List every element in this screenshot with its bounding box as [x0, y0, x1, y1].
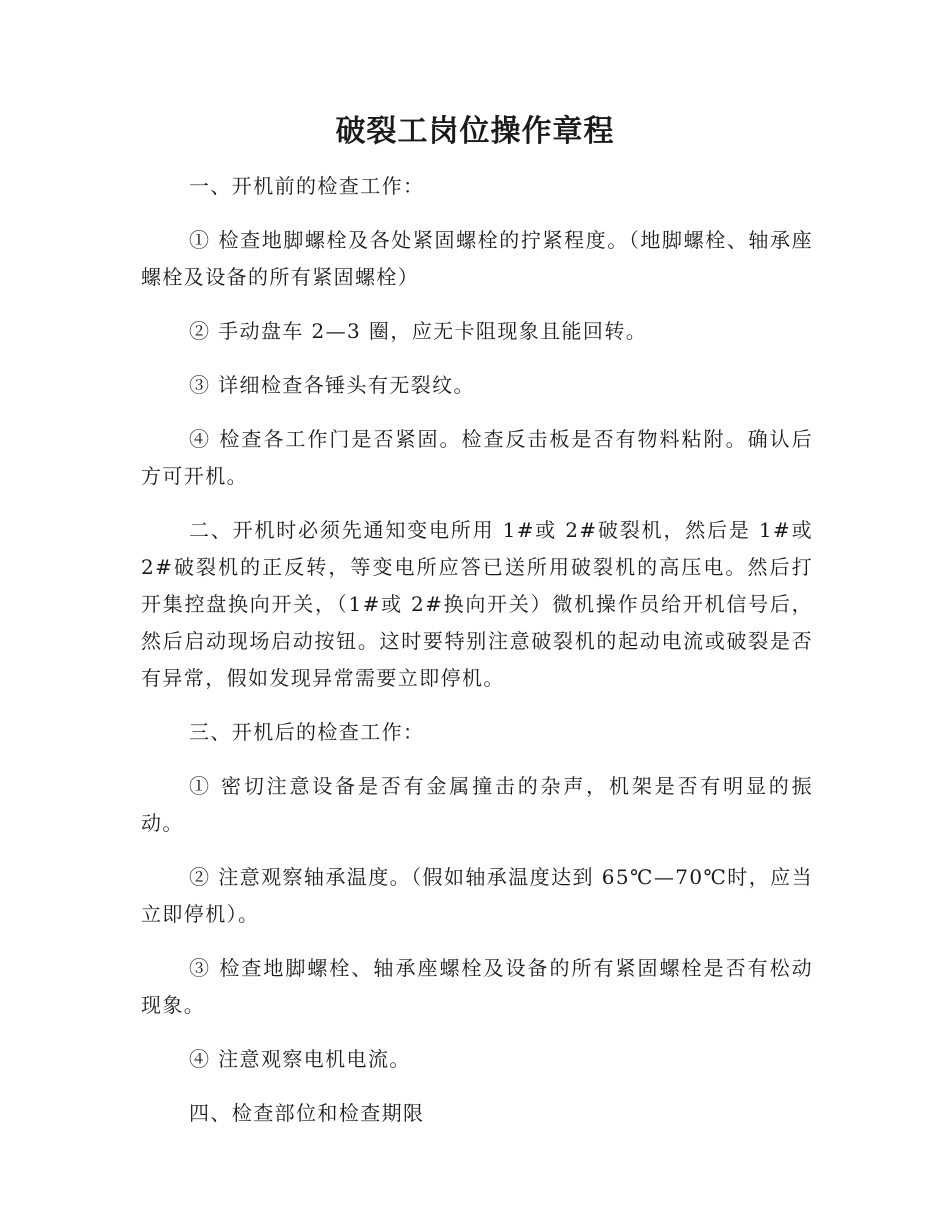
section-heading-post-start-checks: 三、开机后的检查工作：	[189, 720, 425, 744]
check-item-work-doors: ④ 检查各工作门是否紧固。检查反击板是否有物料粘附。确认后方可开机。	[141, 427, 813, 488]
document-title: 破裂工岗位操作章程	[335, 114, 615, 149]
section-heading-pre-start-checks: 一、开机前的检查工作：	[189, 174, 425, 198]
check-item-hammer-heads: ③ 详细检查各锤头有无裂纹。	[189, 373, 475, 397]
check-item-bolts: ① 检查地脚螺栓及各处紧固螺栓的拧紧程度。（地脚螺栓、轴承座螺栓及设备的所有紧固螺栓）	[141, 228, 813, 289]
check-item-motor-current: ④ 注意观察电机电流。	[189, 1047, 411, 1071]
check-item-hand-turn: ② 手动盘车 2—3 圈，应无卡阻现象且能回转。	[189, 319, 648, 343]
document-body	[141, 168, 813, 1149]
section-heading-inspection-schedule: 四、检查部位和检查期限	[189, 1101, 425, 1125]
check-item-loose-bolts: ③ 检查地脚螺栓、轴承座螺栓及设备的所有紧固螺栓是否有松动现象。	[141, 956, 813, 1017]
check-item-bearing-temperature: ② 注意观察轴承温度。（假如轴承温度达到 65℃—70℃时，应当立即停机）。	[141, 865, 813, 926]
check-item-noise-vibration: ① 密切注意设备是否有金属撞击的杂声，机架是否有明显的振动。	[141, 774, 813, 835]
section-startup-procedure: 二、开机时必须先通知变电所用 1#或 2#破裂机，然后是 1#或 2#破裂机的正反转，等变电所应答已送所用破裂机的高压电。然后打开集控盘换向开关，（1#或 2#换向开关）微机操作员给开机信号后，然后启动现场启动按钮。这时要特别注意破裂机的起动电流或破裂是否有异常，假如发现异常需要立即停机。	[141, 518, 813, 690]
